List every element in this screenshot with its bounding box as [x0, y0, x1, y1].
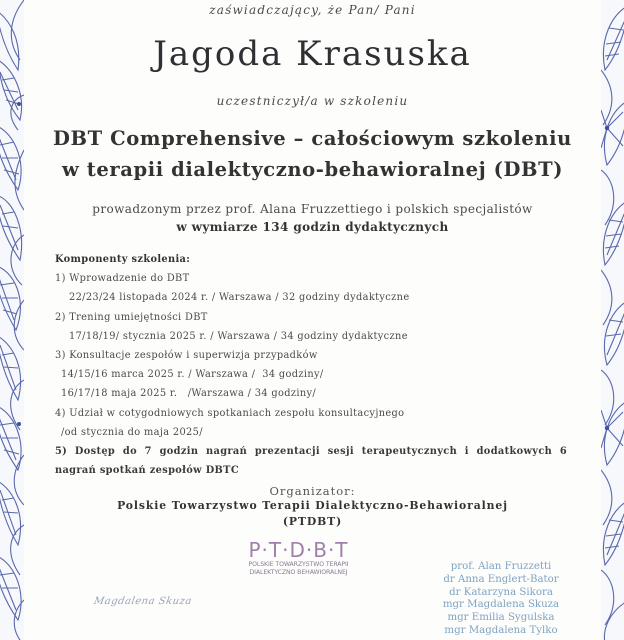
hours-text: w wymiarze 134 godzin dydaktycznych: [176, 220, 449, 234]
led-by-text: prowadzonym przez prof. Alana Fruzzettiego i polskich specjalistów: [92, 202, 533, 216]
organizer-label: Organizator:: [269, 484, 356, 498]
decorative-border-left: [0, 0, 24, 640]
organizer-full-name: Polskie Towarzystwo Terapii Dialektyczno-Behawioralnej: [117, 499, 508, 512]
component-detail: 14/15/16 marca 2025 r. / Warszawa / 34 godziny/: [61, 369, 324, 381]
organizer-name: [24, 498, 601, 530]
participant-name: Jagoda Krasuska: [153, 34, 472, 74]
course-lead: [24, 200, 601, 236]
signer: mgr Magdalena Tylko: [444, 624, 558, 636]
signer: prof. Alan Fruzzetti: [450, 561, 552, 572]
logo-line-1: POLSKIE TOWARZYSTWO TERAPII: [248, 561, 349, 568]
leaf-pattern-icon: [601, 0, 624, 640]
ptdbt-logo: [241, 539, 356, 577]
component-detail: 16/17/18 maja 2025 r. /Warszawa / 34 godziny/: [61, 388, 317, 400]
logo-line-2: DIALEKTYCZNO BEHAWIORALNEJ: [249, 569, 348, 576]
component-detail: 17/18/19/ stycznia 2025 r. / Warszawa / 34 godziny dydaktyczne: [69, 330, 408, 342]
signer: mgr Magdalena Skuza: [442, 599, 560, 611]
components-list: [55, 250, 575, 480]
components-heading: Komponenty szkolenia:: [55, 254, 191, 265]
signer: dr Anna Englert-Bator: [443, 573, 559, 585]
component-item: 1) Wprowadzenie do DBT: [55, 273, 190, 285]
signer: mgr Emilia Sygulska: [447, 612, 555, 624]
course-title-line-1: DBT Comprehensive – całościowym szkoleniu: [53, 127, 572, 150]
leaf-pattern-icon: [0, 0, 24, 640]
decorative-border-right: [601, 0, 624, 640]
component-item: 2) Trening umiejętności DBT: [55, 311, 208, 323]
logo-mark: P·T·D·B·T: [248, 538, 349, 562]
handwritten-signature: Magdalena Skuza: [93, 596, 193, 607]
signers-list: [426, 561, 576, 638]
component-item: 5) Dostęp do 7 godzin nagrań prezentacji sesji terapeutycznych i dodatkowych 6 nagrań spotkań zespołów DBTC: [55, 446, 567, 477]
component-detail: 22/23/24 listopada 2024 r. / Warszawa / 32 godziny dydaktyczne: [69, 292, 410, 304]
signer: dr Katarzyna Sikora: [449, 586, 553, 598]
certificate-page: [24, 0, 601, 640]
organizer-abbr: (PTDBT): [282, 515, 343, 528]
component-item: 4) Udział w cotygodniowych spotkaniach zespołu konsultacyjnego: [55, 407, 405, 419]
course-title: [24, 123, 601, 185]
component-item: 3) Konsultacje zespołów i superwizja przypadków: [55, 350, 318, 362]
participated-text: uczestniczył/a w szkoleniu: [216, 94, 409, 108]
course-title-line-2: w terapii dialektyczno-behawioralnej (DBT): [61, 158, 564, 181]
intro-text: zaświadczający, że Pan/ Pani: [209, 3, 416, 17]
component-detail: /od stycznia do maja 2025/: [61, 426, 203, 438]
